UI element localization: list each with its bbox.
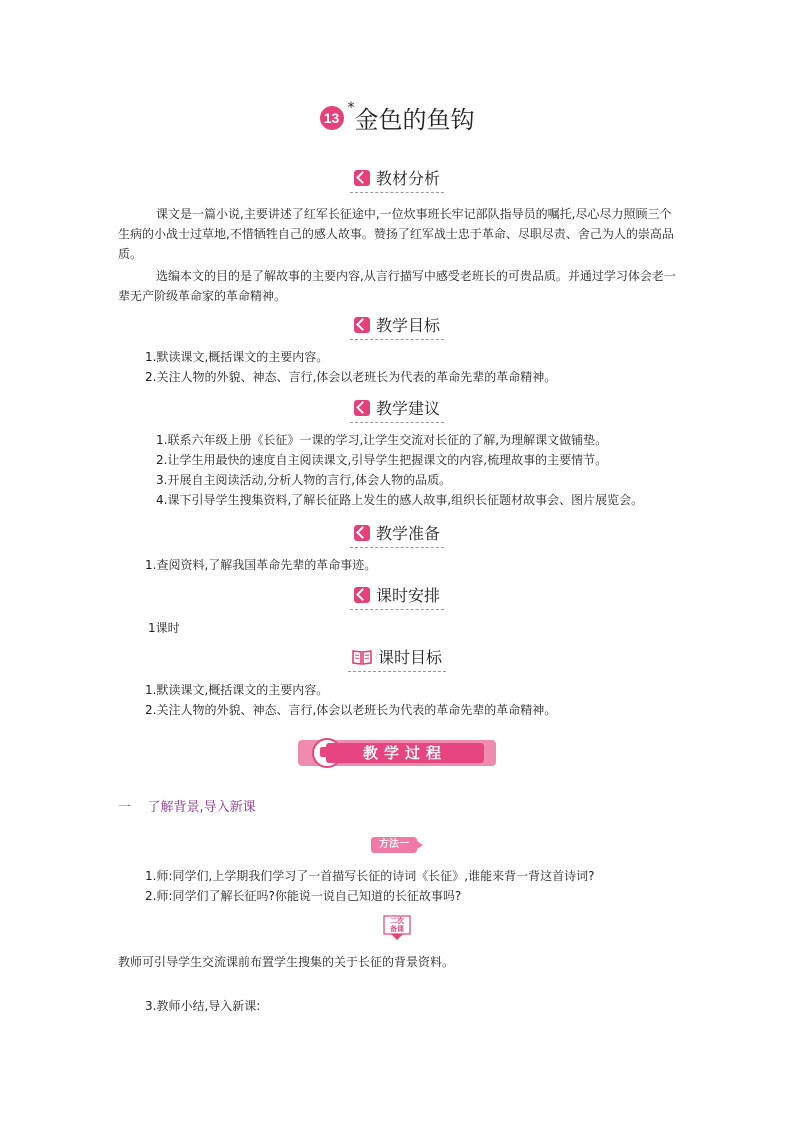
schedule-list (148, 618, 706, 638)
secondary-prep-tag: 二次 备课 (383, 915, 411, 941)
lesson-number-badge: 13 (320, 106, 344, 130)
section-heading-goals: 教学目标 (0, 313, 794, 337)
bookmark-icon (354, 170, 370, 186)
lesson-goals-list (145, 680, 703, 720)
section-heading-preparation: 教学准备 (0, 521, 794, 545)
book-icon (352, 649, 372, 665)
list-item: 1.默读课文,概括课文的主要内容。 (145, 683, 329, 697)
list-item: 1课时 (148, 621, 180, 635)
list-item: 2.让学生用最快的速度自主阅读课文,引导学生把握课文的内容,梳理故事的主要情节。 (156, 453, 608, 467)
step-heading: 一 了解背景,导入新课 (118, 800, 256, 815)
section-heading-analysis: 教材分析 (0, 166, 794, 190)
list-item: 2.关注人物的外貌、神态、言行,体会以老班长为代表的革命先辈的革命精神。 (145, 703, 557, 717)
list-item: 1.查阅资料,了解我国革命先辈的革命事迹。 (145, 558, 377, 572)
section-heading-schedule: 课时安排 (0, 583, 794, 607)
bookmark-icon (354, 400, 370, 416)
teacher-note: 教师可引导学生交流课前布置学生搜集的关于长征的背景资料。 (118, 955, 455, 969)
analysis-paragraph-2: 选编本文的目的是了解故事的主要内容,从言行描写中感受老班长的可贵品质。并通过学习体会老一 辈无产阶级革命家的革命精神。 (118, 269, 676, 303)
list-item: 4.课下引导学生搜集资料,了解长征路上发生的感人故事,组织长征题材故事会、图片展览会。 (156, 493, 644, 507)
process-banner: 教学过程 (298, 740, 496, 766)
lesson-title (0, 100, 794, 136)
analysis-paragraph-1: 课文是一篇小说,主要讲述了红军长征途中,一位炊事班长牢记部队指导员的嘱托,尽心尽力照顾三个 生病的小战士过草地,不惜牺牲自己的感人故事。赞扬了红军战士忠于革命、尽职尽责、舍己为人的崇高品 质。 (118, 207, 674, 261)
preparation-list (145, 555, 703, 575)
list-item: 3.开展自主阅读活动,分析人物的言行,体会人物的品质。 (156, 473, 452, 487)
bookmark-icon (354, 587, 370, 603)
questions-list (145, 866, 703, 906)
list-item: 2.师:同学们了解长征吗?你能说一说自己知道的长征故事吗? (145, 889, 462, 903)
goals-list (145, 347, 703, 387)
section-heading-lesson-goals: 课时目标 (0, 645, 794, 669)
summary-line: 3.教师小结,导入新课: (145, 999, 261, 1013)
list-item: 1.默读课文,概括课文的主要内容。 (145, 350, 329, 364)
title-text: 金色的鱼钩 (354, 106, 475, 134)
list-item: 2.关注人物的外貌、神态、言行,体会以老班长为代表的革命先辈的革命精神。 (145, 370, 557, 384)
list-item: 1.联系六年级上册《长征》一课的学习,让学生交流对长征的了解,为理解课文做铺垫。 (156, 433, 608, 447)
section-heading-suggestions: 教学建议 (0, 396, 794, 420)
bookmark-icon (354, 317, 370, 333)
suggestions-list (156, 430, 714, 510)
method-tag: 方法一 (371, 837, 417, 853)
bookmark-icon (354, 525, 370, 541)
list-item: 1.师:同学们,上学期我们学习了一首描写长征的诗词《长征》,谁能来背一背这首诗词? (145, 869, 595, 883)
title-star: * (347, 100, 355, 116)
